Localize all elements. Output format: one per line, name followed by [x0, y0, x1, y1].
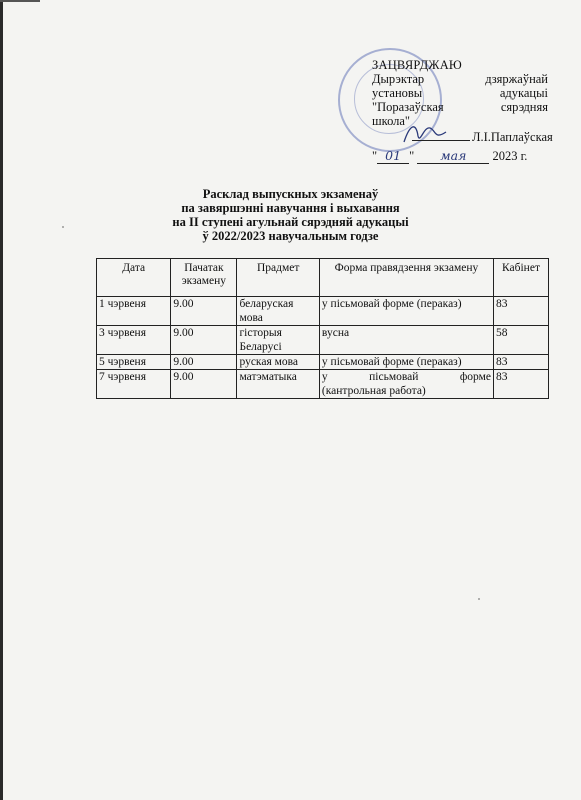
cell-date: 1 чэрвеня: [97, 297, 171, 326]
header-date: Дата: [97, 259, 171, 297]
cell-date: 5 чэрвеня: [97, 355, 171, 370]
cell-room: 58: [494, 326, 549, 355]
title-line-3: на ІІ ступені агульнай сярэдняй адукацыі: [172, 215, 409, 229]
approval-date: [372, 148, 527, 164]
cell-time: 9.00: [171, 297, 237, 326]
document-title: [0, 187, 581, 243]
date-day: 01: [377, 148, 409, 164]
table-row: [97, 326, 549, 355]
cell-form: у пісьмовай форме (пераказ): [319, 297, 493, 326]
approval-line-2: установы адукацыі: [372, 86, 548, 100]
approval-line-3: "Поразаўская сярэдняя: [372, 100, 548, 114]
header-subject: Прадмет: [237, 259, 319, 297]
page-left-edge: [0, 0, 3, 800]
cell-room: 83: [494, 355, 549, 370]
approval-block: [372, 58, 548, 128]
cell-time: 9.00: [171, 355, 237, 370]
table-header-row: [97, 259, 549, 297]
header-room: Кабінет: [494, 259, 549, 297]
cell-form: у пісьмовай форме (пераказ): [319, 355, 493, 370]
cell-form-line-1: у пісьмовай форме: [321, 371, 491, 383]
header-exam-form: Форма правядзення экзамену: [319, 259, 493, 297]
title-line-4: ў 2022/2023 навучальным годзе: [202, 229, 379, 243]
approval-line-4: школа": [372, 114, 411, 128]
cell-subject: гісторыя Беларусі: [237, 326, 319, 355]
title-line-2: па завяршэнні навучання і выхавання: [181, 201, 400, 215]
date-year: 2023 г.: [492, 149, 528, 163]
table-row: [97, 370, 549, 399]
page-top-edge: [0, 0, 40, 2]
approval-line-1: Дырэктар дзяржаўнай: [372, 72, 548, 86]
exam-schedule-table: [96, 258, 549, 399]
cell-date: 7 чэрвеня: [97, 370, 171, 399]
cell-room: 83: [494, 370, 549, 399]
date-open-quote: ": [372, 149, 378, 163]
scan-speck: [62, 226, 64, 228]
cell-form: вусна: [319, 326, 493, 355]
title-line-1: Расклад выпускных экзаменаў: [202, 187, 379, 201]
table-row: [97, 297, 549, 326]
approval-heading: ЗАЦВЯРДЖАЮ: [372, 58, 462, 72]
scan-speck: [478, 598, 480, 600]
signature-line: [412, 140, 470, 141]
header-start-time: Пачатак экзамену: [171, 259, 237, 297]
cell-subject: матэматыка: [237, 370, 319, 399]
cell-time: 9.00: [171, 370, 237, 399]
cell-time: 9.00: [171, 326, 237, 355]
cell-form-line-2: (кантрольная работа): [321, 385, 426, 397]
cell-subject: беларуская мова: [237, 297, 319, 326]
table-row: [97, 355, 549, 370]
date-close-quote: ": [409, 149, 415, 163]
cell-form: [319, 370, 493, 399]
cell-room: 83: [494, 297, 549, 326]
date-month: мая: [417, 148, 489, 164]
cell-date: 3 чэрвеня: [97, 326, 171, 355]
signatory-name: Л.І.Паплаўская: [472, 130, 553, 144]
signature-row: [412, 130, 553, 145]
cell-subject: руская мова: [237, 355, 319, 370]
